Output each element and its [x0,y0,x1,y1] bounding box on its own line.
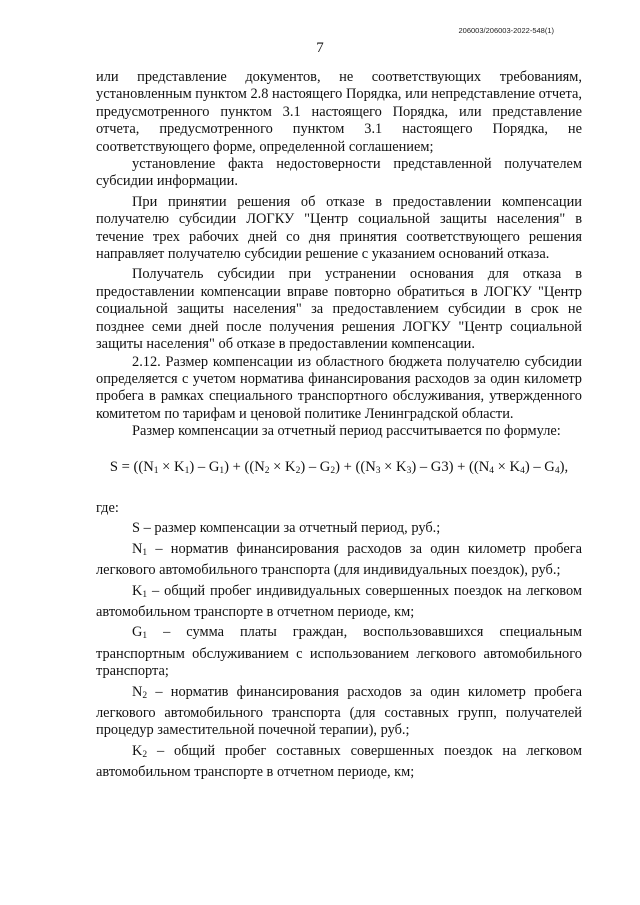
definition-s: S – размер компенсации за отчетный период, руб.; [132,520,441,537]
definition-n2: $N_2$ – норматив финансирования расходов за один километр пробега легкового автомобильного транспорта (для составных групп, получателей процедур заместительной почечной терапии), руб.; [96,683,582,739]
page-number: 7 [316,40,324,56]
compensation-formula: $S = ((N_1 \times K_1) - G_1) + ((N_2 \times K_2) - G_2) + ((N_3 \times K_3) - G3) + ((N_4 \times K_4) - G_4)$, [109,458,569,476]
paragraph-2: установление факта недостоверности представленной получателем субсидии информации. [96,156,582,190]
where-label: где: [96,499,119,516]
document-id: 206003/206003-2022-548(1) [458,26,554,35]
definition-k2: $K_2$ – общий пробег составных совершенных поездок на легковом автомобильном транспорте в отчетном периоде, км; [96,742,582,781]
paragraph-6: Размер компенсации за отчетный период рассчитывается по формуле: [132,423,561,440]
paragraph-1: или представление документов, не соответствующих требованиям, установленным пунктом 2.8 настоящего Порядка, или непредставление отчета, предусмотренного пунктом 3.1 настоящего Порядка, или представление отчета, предусмотренного пунктом 3.1 настоящего Порядка, не соответствующего форме, определенной соглашением; [96,69,582,155]
paragraph-5: 2.12. Размер компенсации из областного бюджета получателю субсидии определяется с учетом норматива финансирования расходов за один километр пробега в рамках специального транспортного обслуживания, утвержденного комитетом по тарифам и ценовой политике Ленинградской области. [96,353,582,422]
definition-k1: $K_1$ – общий пробег индивидуальных совершенных поездок на легковом автомобильном транспорте в отчетном периоде, км; [96,582,582,620]
page-content [96,69,582,782]
definition-n1: $N_1$ – норматив финансирования расходов за один километр пробега легкового автомобильного транспорта (для индивидуальных поездок), руб.; [96,540,582,579]
paragraph-3: При принятии решения об отказе в предоставлении компенсации получателю субсидии ЛОГКУ "Центр социальной защиты населения" в течение трех рабочих дней со дня принятия соответствующего решения направляет получателю субсидии решение с указанием оснований отказа. [96,193,582,263]
definition-g1: $G_1$ – сумма платы граждан, воспользовавшихся специальным транспортным обслуживанием с использованием легкового автомобильного транспорта; [96,624,582,680]
paragraph-4: Получатель субсидии при устранении основания для отказа в предоставлении компенсации вправе повторно обратиться в ЛОГКУ "Центр социальной защиты населения" за предоставлением субсидии в срок не позднее семи дней после получения решения ЛОГКУ "Центр социальной защиты населения" об отказе в предоставлении компенсации. [96,266,582,353]
